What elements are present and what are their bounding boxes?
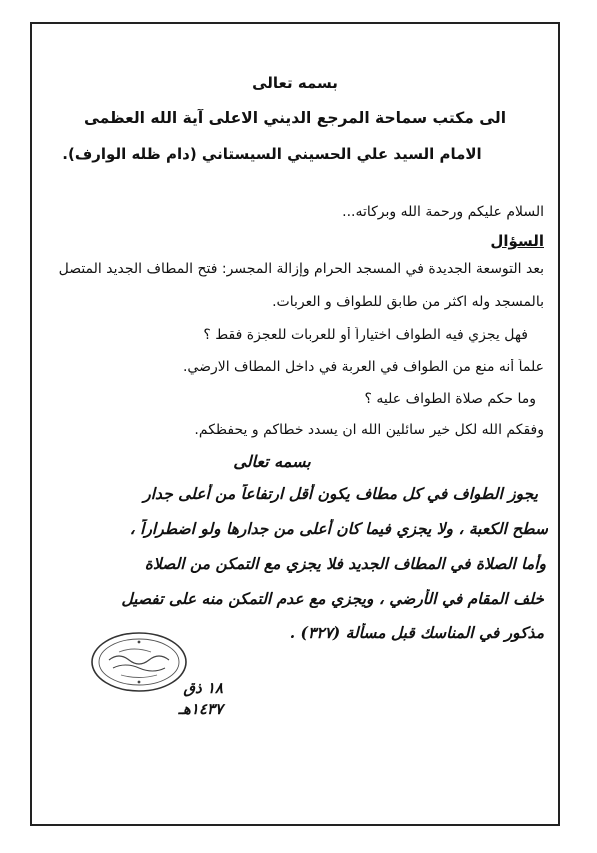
answer-date-year: ١٤٣٧هـ [178, 700, 223, 718]
answer-basmala: بسمه تعالى [233, 452, 311, 471]
question-line: بعد التوسعة الجديدة في المسجد الحرام وإزالة المجسر: فتح المطاف الجديد المتصل [58, 261, 544, 277]
question-line: فهل يجزي فيه الطواف اختياراً أو للعربات للعجزة فقط ؟ [203, 327, 528, 343]
question-heading [46, 232, 544, 250]
question-line: وفقكم الله لكل خير سائلين الله ان يسدد خطاكم و يحفظكم. [194, 422, 544, 438]
answer-line: سطح الكعبة ، ولا يجزي فيما كان أعلى من جدارها ولو اضطراراً ، [129, 519, 548, 538]
answer-line: يجوز الطواف في كل مطاف يكون أقل ارتفاعاً من أعلى جدار [143, 484, 538, 503]
recipient-line-2: الامام السيد علي الحسيني السيستاني (دام ظله الوارف). [62, 145, 482, 163]
basmala-header: بسمه تعالى [252, 74, 338, 92]
question-line: بالمسجد وله اكثر من طابق للطواف و العربات. [272, 294, 544, 310]
question-heading-text: السؤال [490, 232, 544, 250]
question-line: علماً أنه منع من الطواف في العربة في داخل المطاف الارضي. [182, 359, 544, 375]
office-seal-icon [89, 630, 189, 694]
answer-line: مذكور في المناسك قبل مسألة (٣٢٧) . [289, 623, 544, 642]
document-frame [30, 22, 560, 826]
recipient-line-1: الى مكتب سماحة المرجع الديني الاعلى آية الله العظمى [83, 109, 507, 127]
greeting: السلام عليكم ورحمة الله وبركاته... [342, 204, 544, 220]
question-line: وما حكم صلاة الطواف عليه ؟ [364, 391, 536, 407]
answer-line: خلف المقام في الأرضي ، ويجزي مع عدم التمكن منه على تفصيل [121, 589, 544, 608]
answer-line: وأما الصلاة في المطاف الجديد فلا يجزي مع التمكن من الصلاة [144, 554, 546, 573]
answer-date-day: ١٨ ذق [183, 679, 223, 697]
